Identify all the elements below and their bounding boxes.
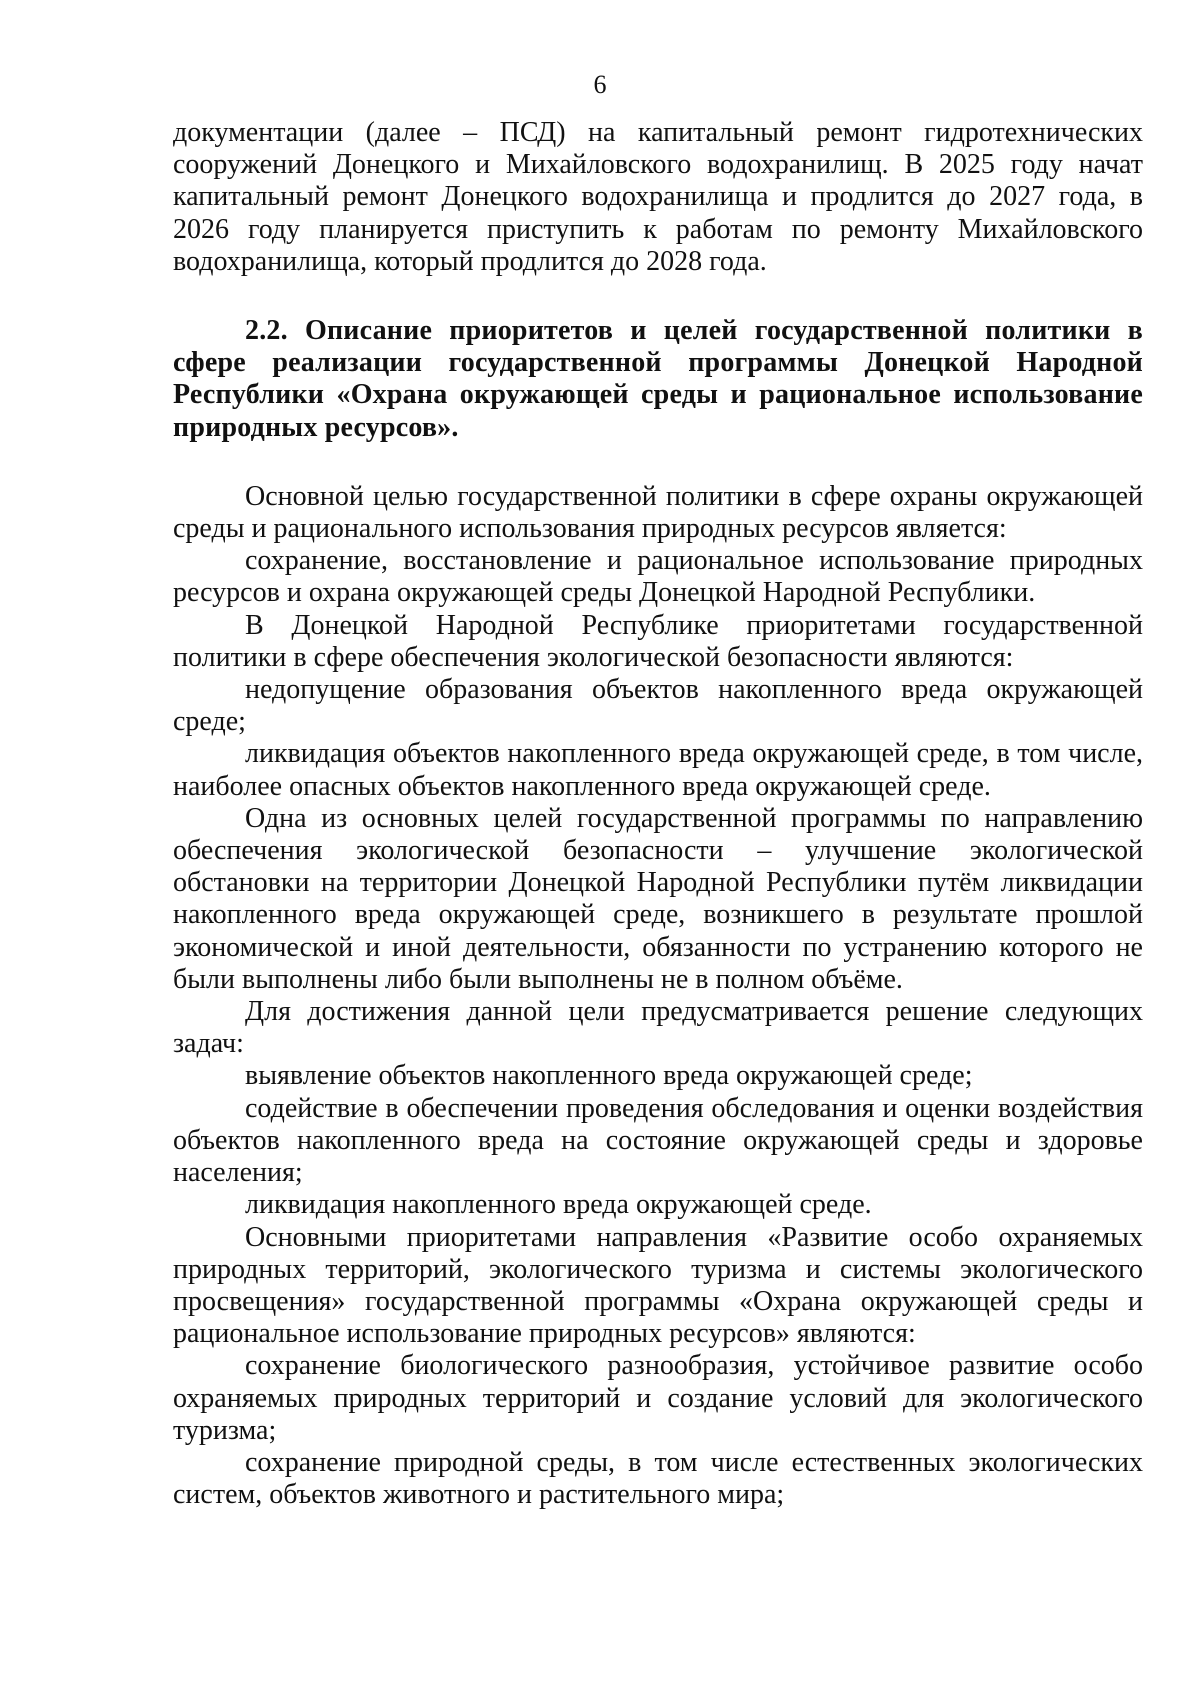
paragraph-task-item: содействие в обеспечении проведения обследования и оценки воздействия объектов накопленного вреда на состояние окружающей среды и здоровье населения; bbox=[173, 1092, 1143, 1189]
page-number: 6 bbox=[593, 70, 607, 99]
paragraph-task-item: ликвидация накопленного вреда окружающей среде. bbox=[245, 1189, 872, 1221]
paragraph-goal-item: сохранение, восстановление и рациональное использование природных ресурсов и охрана окружающей среды Донецкой Народной Республики. bbox=[173, 545, 1143, 609]
intro-paragraph: документации (далее – ПСД) на капитальный ремонт гидротехнических сооружений Донецкого и Михайловского водохранилищ. В 2025 году начат капитальный ремонт Донецкого водохранилища и продлится до 2027 года, в 2026 году планируется приступить к работам по ремонту Михайловского водохранилища, который продлится до 2028 года. bbox=[173, 117, 1143, 277]
paragraph-direction-item: сохранение биологического разнообразия, устойчивое развитие особо охраняемых природных территорий и создание условий для экологического туризма; bbox=[173, 1350, 1143, 1446]
paragraph-main-goal: Основной целью государственной политики в сфере охраны окружающей среды и рационального использования природных ресурсов является: bbox=[173, 480, 1143, 545]
paragraph-program-goal: Одна из основных целей государственной программы по направлению обеспечения экологической безопасности – улучшение экологической обстановки на территории Донецкой Народной Республики путём ликвидации накопленного вреда окружающей среде, возникшего в результате прошлой экономической и иной деятельности, обязанности по устранению которого не были выполнены либо были выполнены не в полном объёме. bbox=[173, 802, 1143, 995]
page-body bbox=[173, 117, 1143, 1511]
paragraph-direction-priorities: Основными приоритетами направления «Развитие особо охраняемых природных территорий, экологического туризма и системы экологического просвещения» государственной программы «Охрана окружающей среды и рациональное использование природных ресурсов» являются: bbox=[173, 1221, 1143, 1350]
spacer bbox=[173, 278, 1143, 315]
paragraph-priority-item: недопущение образования объектов накопленного вреда окружающей среде; bbox=[173, 674, 1143, 738]
paragraph-priorities-intro: В Донецкой Народной Республике приоритетами государственной политики в сфере обеспечения экологической безопасности являются: bbox=[173, 609, 1143, 673]
section-heading: 2.2. Описание приоритетов и целей государственной политики в сфере реализации государственной программы Донецкой Народной Республики «Охрана окружающей среды и рациональное использование природных ресурсов». bbox=[173, 315, 1143, 443]
paragraph-tasks-intro: Для достижения данной цели предусматривается решение следующих задач: bbox=[173, 996, 1143, 1060]
paragraph-priority-item: ликвидация объектов накопленного вреда окружающей среде, в том числе, наиболее опасных объектов накопленного вреда окружающей среде. bbox=[173, 738, 1143, 802]
paragraph-direction-item: сохранение природной среды, в том числе естественных экологических систем, объектов животного и растительного мира; bbox=[173, 1446, 1143, 1511]
spacer bbox=[173, 444, 1143, 481]
paragraph-task-item: выявление объектов накопленного вреда окружающей среде; bbox=[245, 1060, 973, 1092]
